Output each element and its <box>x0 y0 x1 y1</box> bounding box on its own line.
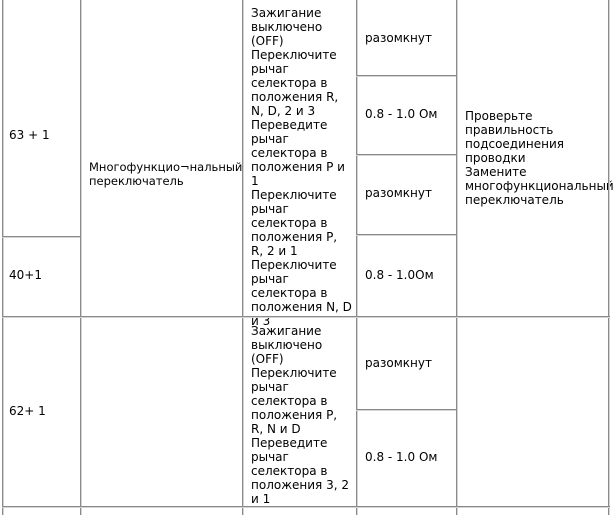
terminal-cell <box>6 321 80 501</box>
value-cell <box>362 3 454 73</box>
table-border <box>242 0 244 515</box>
action-text: Проверьте правильность подсоединения проводки Замените многофункциональный переключатель <box>465 109 614 207</box>
table-border <box>356 234 456 236</box>
terminal-label: 62+ 1 <box>9 404 46 418</box>
condition-text: Переведите рычаг селектора в положения P и 1 <box>251 118 345 188</box>
table-border <box>608 0 610 515</box>
terminal-label: 63 + 1 <box>9 128 50 142</box>
component-cell <box>86 35 241 313</box>
table-border <box>356 75 456 77</box>
condition-text: Переведите рычаг селектора в положения 3, 2 и 1 <box>251 436 349 506</box>
condition-text: Зажигание выключено (OFF) Переключите рычаг селектора в положения P, R, N и D <box>251 324 338 436</box>
component-label: Многофункцио¬нальный переключатель <box>89 160 243 188</box>
condition-cell <box>248 321 356 506</box>
table-border <box>2 506 610 508</box>
value-text: разомкнут <box>365 31 432 45</box>
value-cell <box>362 321 454 405</box>
condition-text: Зажигание выключено (OFF) Переключите рычаг селектора в положения R, N, D, 2 и 3 <box>251 6 339 118</box>
action-cell <box>462 3 614 313</box>
terminal-label: 40+1 <box>9 268 42 282</box>
value-cell <box>362 237 454 313</box>
value-text: 0.8 - 1.0 Ом <box>365 107 438 121</box>
condition-text: Переключите рычаг селектора в положения N, D и 3 <box>251 258 352 328</box>
table-border <box>80 0 82 515</box>
condition-cell <box>248 3 356 328</box>
table-border <box>2 316 610 318</box>
table-border <box>2 236 80 238</box>
value-text: 0.8 - 1.0Ом <box>365 268 434 282</box>
terminal-cell <box>6 35 80 235</box>
component-cell <box>86 321 241 501</box>
table-border <box>2 0 4 515</box>
table-border <box>356 0 358 515</box>
condition-text: Переключите рычаг селектора в положения P, R, 2 и 1 <box>251 188 338 258</box>
value-cell <box>362 79 454 149</box>
value-cell <box>362 413 454 501</box>
value-text: разомкнут <box>365 186 432 200</box>
table-border <box>356 154 456 156</box>
value-text: 0.8 - 1.0 Ом <box>365 450 438 464</box>
table-border <box>456 0 458 515</box>
action-cell <box>462 321 607 501</box>
value-text: разомкнут <box>365 356 432 370</box>
terminal-cell <box>6 239 80 311</box>
table-border <box>356 409 456 411</box>
value-cell <box>362 157 454 229</box>
